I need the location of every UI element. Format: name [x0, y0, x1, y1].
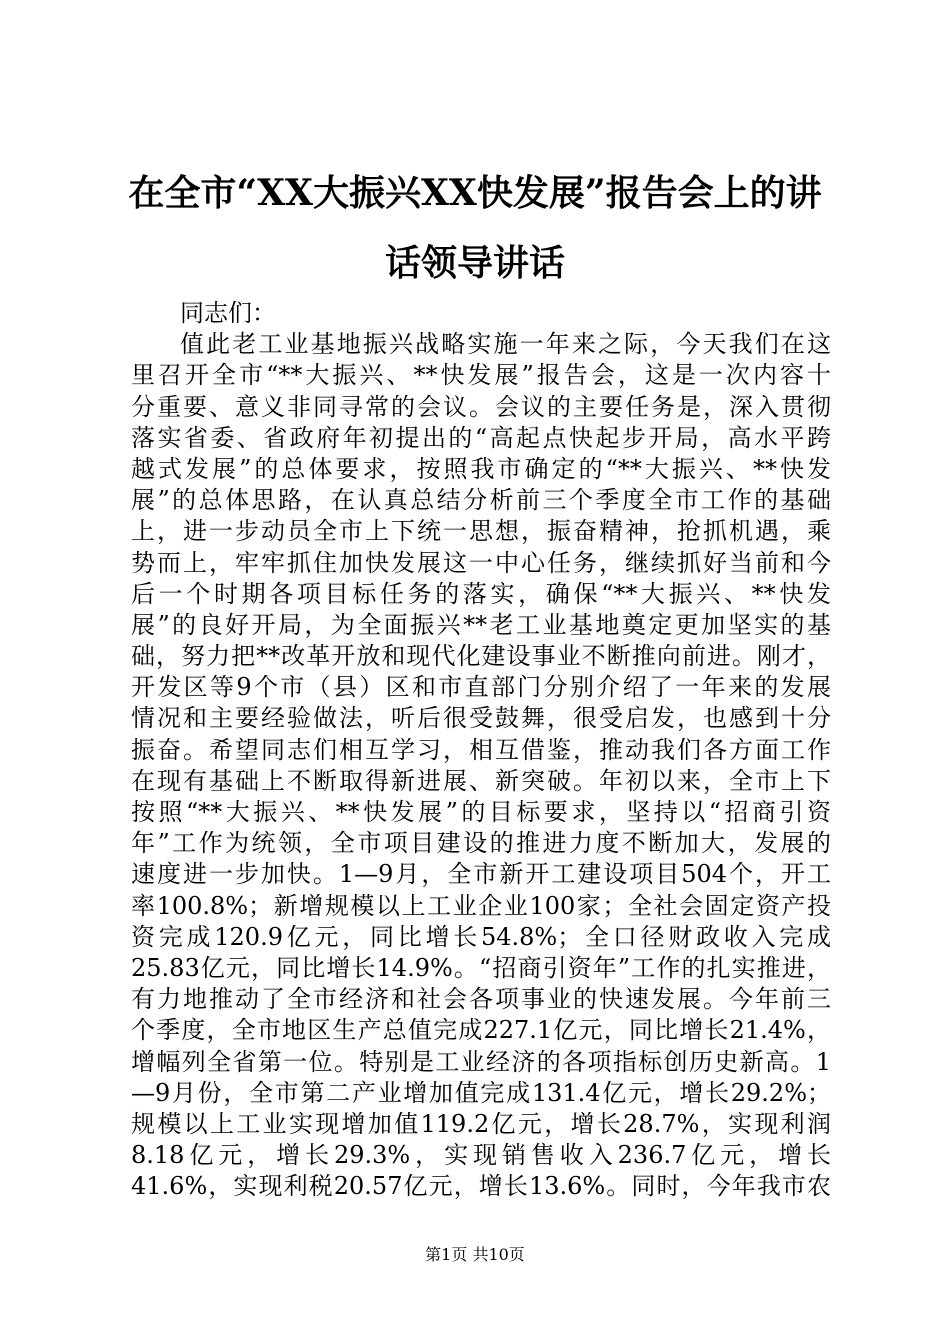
- body-line: 展”的良好开局，为全面振兴**老工业基地奠定更加坚实的基: [131, 610, 831, 639]
- body-line: 25.83亿元，同比增长14.9%。“招商引资年”工作的扎实推进，: [131, 953, 831, 982]
- body-line: 越式发展”的总体要求，按照我市确定的“**大振兴、**快发: [131, 454, 831, 483]
- body-line: 落实省委、省政府年初提出的“高起点快起步开局，高水平跨: [131, 423, 831, 452]
- body-line: 率100.8%；新增规模以上工业企业100家；全社会固定资产投: [131, 891, 831, 920]
- body-line: 个季度，全市地区生产总值完成227.1亿元，同比增长21.4%，: [131, 1016, 831, 1045]
- body-line: 分重要、意义非同寻常的会议。会议的主要任务是，深入贯彻: [131, 392, 831, 421]
- body-line: 有力地推动了全市经济和社会各项事业的快速发展。今年前三: [131, 985, 831, 1014]
- title-line-1: 在全市“XX大振兴XX快发展”报告会上的讲: [128, 172, 822, 214]
- body-line: 速度进一步加快。1—9月，全市新开工建设项目504个，开工: [131, 860, 831, 889]
- body-line: 础，努力把**改革开放和现代化建设事业不断推向前进。刚才，: [131, 642, 831, 671]
- body-line: 年”工作为统领，全市项目建设的推进力度不断加大，发展的: [131, 829, 831, 858]
- page-footer: 第1页 共10页: [425, 1245, 525, 1264]
- page-title: [100, 158, 850, 298]
- body-line: 势而上，牢牢抓住加快发展这一中心任务，继续抓好当前和今: [131, 548, 831, 577]
- title-line-2: 话领导讲话: [384, 242, 565, 284]
- body-line: 后一个时期各项目标任务的落实，确保“**大振兴、**快发: [131, 579, 831, 608]
- body-line: 情况和主要经验做法，听后很受鼓舞，很受启发，也感到十分: [131, 704, 831, 733]
- salutation: 同志们：: [180, 299, 276, 327]
- body-line: 41.6%，实现利税20.57亿元，增长13.6%。同时，今年我市农: [131, 1172, 831, 1201]
- body-line: —9月份，全市第二产业增加值完成131.4亿元，增长29.2%；: [131, 1078, 831, 1107]
- document-body: [131, 298, 831, 1202]
- body-line: 值此老工业基地振兴战略实施一年来之际，今天我们在这: [180, 330, 831, 359]
- body-line: 展”的总体思路，在认真总结分析前三个季度全市工作的基础: [131, 486, 831, 515]
- body-line: 在现有基础上不断取得新进展、新突破。年初以来，全市上下: [131, 766, 831, 795]
- body-line: 增幅列全省第一位。特别是工业经济的各项指标创历史新高。1: [131, 1047, 831, 1076]
- body-line: 8.18亿元，增长29.3%，实现销售收入236.7亿元，增长: [131, 1141, 831, 1170]
- body-line: 振奋。希望同志们相互学习，相互借鉴，推动我们各方面工作: [131, 735, 831, 764]
- body-line: 按照“**大振兴、**快发展”的目标要求，坚持以“招商引资: [131, 798, 831, 826]
- body-line: 资完成120.9亿元，同比增长54.8%；全口径财政收入完成: [131, 922, 831, 951]
- body-line: 规模以上工业实现增加值119.2亿元，增长28.7%，实现利润: [131, 1109, 831, 1138]
- body-line: 里召开全市“**大振兴、**快发展”报告会，这是一次内容十: [131, 361, 831, 390]
- body-line: 上，进一步动员全市上下统一思想，振奋精神，抢抓机遇，乘: [131, 517, 831, 546]
- body-line: 开发区等9个市（县）区和市直部门分别介绍了一年来的发展: [131, 673, 831, 702]
